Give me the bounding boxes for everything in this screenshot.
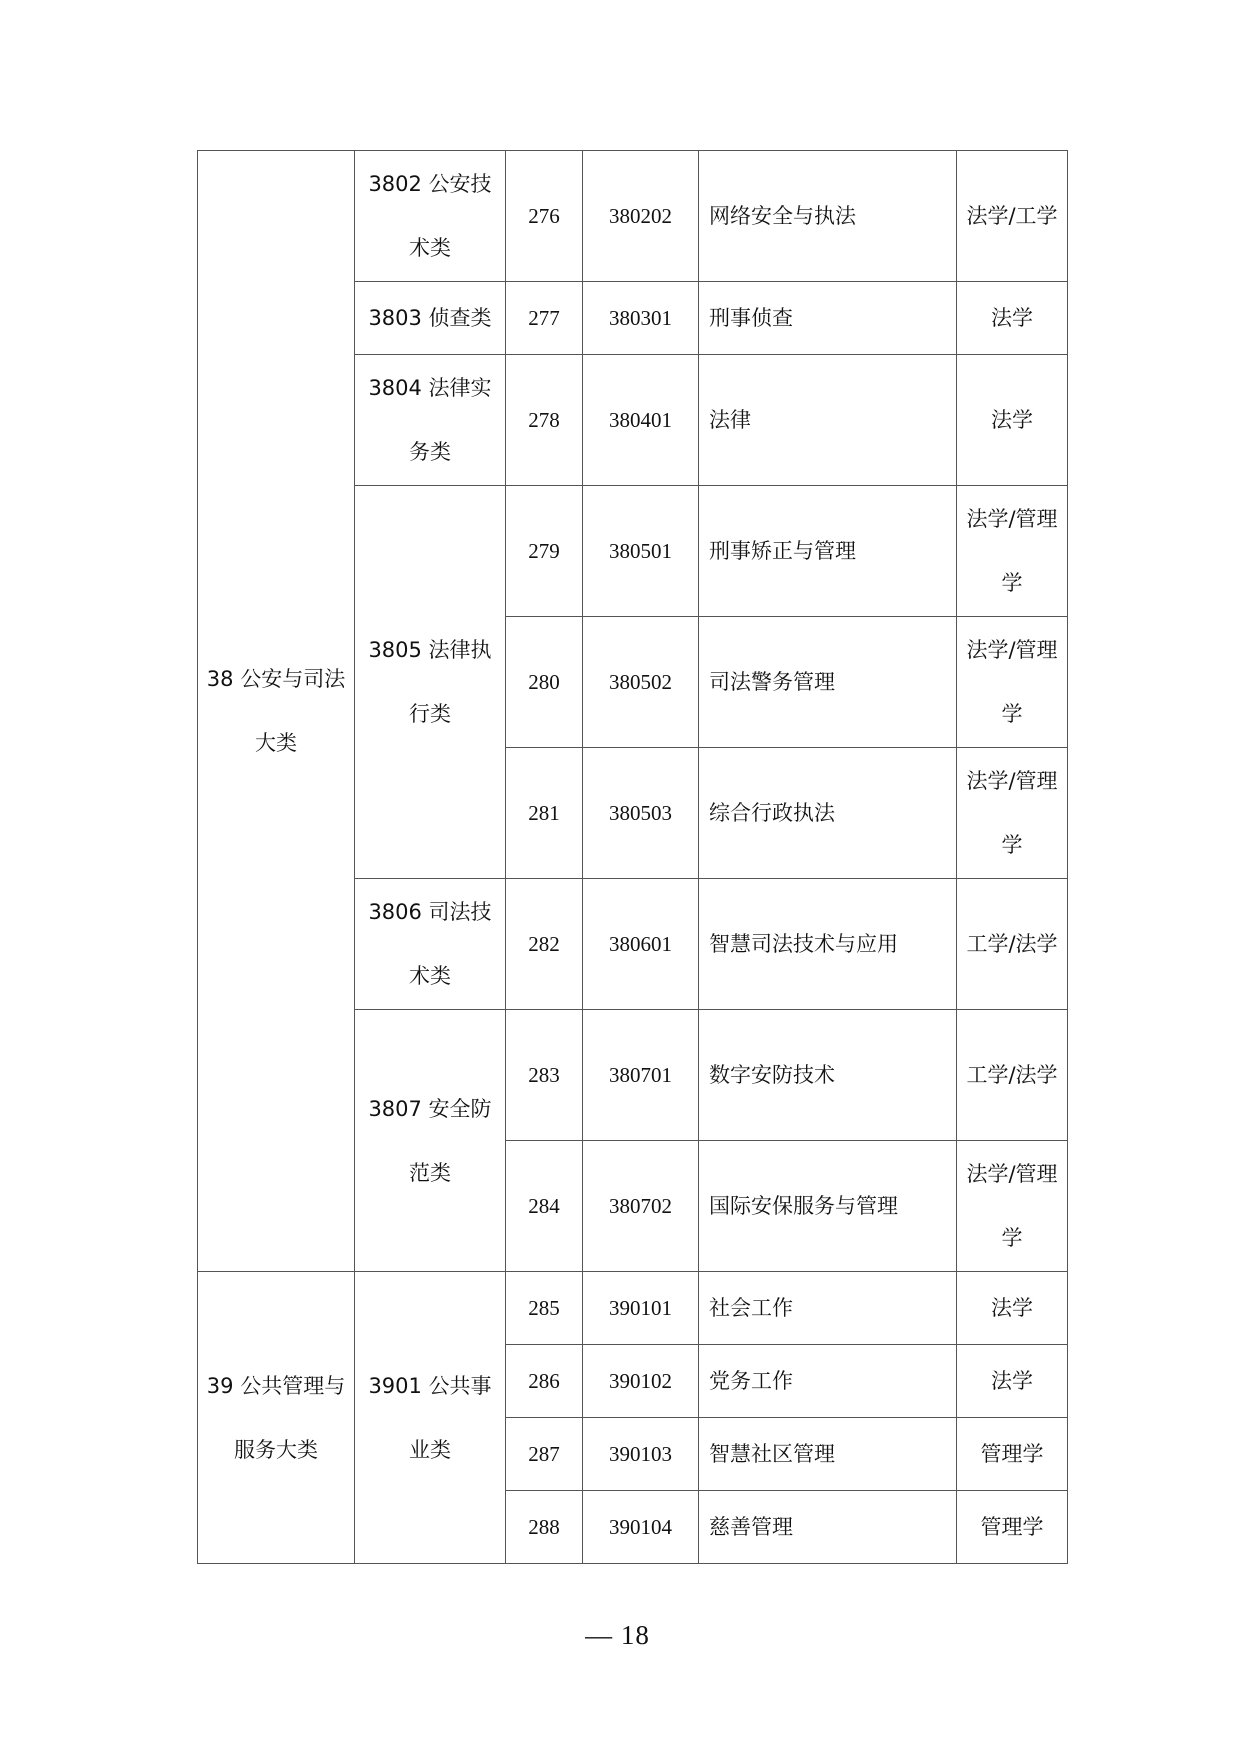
major-code-cell: 380202 [583,151,699,282]
subcategory-cell: 3805 法律执行类 [355,486,506,879]
serial-number-cell: 288 [506,1491,583,1564]
major-code-cell: 390101 [583,1272,699,1345]
major-code-cell: 380503 [583,748,699,879]
major-code-cell: 380301 [583,282,699,355]
major-code-cell: 390104 [583,1491,699,1564]
category-cell: 38 公安与司法大类 [198,151,355,1272]
serial-number-cell: 280 [506,617,583,748]
degree-cell: 法学 [957,355,1068,486]
major-name-cell: 社会工作 [699,1272,957,1345]
degree-cell: 法学/管理学 [957,486,1068,617]
serial-number-cell: 282 [506,879,583,1010]
subcategory-cell: 3806 司法技术类 [355,879,506,1010]
table-row [198,151,1068,282]
major-code-cell: 390103 [583,1418,699,1491]
serial-number-cell: 279 [506,486,583,617]
degree-cell: 工学/法学 [957,1010,1068,1141]
subcategory-cell: 3803 侦查类 [355,282,506,355]
major-name-cell: 刑事矫正与管理 [699,486,957,617]
major-name-cell: 司法警务管理 [699,617,957,748]
table-row [198,1272,1068,1345]
serial-number-cell: 277 [506,282,583,355]
degree-cell: 法学/工学 [957,151,1068,282]
major-catalog-table [197,150,1068,1564]
major-name-cell: 智慧社区管理 [699,1418,957,1491]
degree-cell: 法学 [957,282,1068,355]
major-code-cell: 380701 [583,1010,699,1141]
major-code-cell: 380401 [583,355,699,486]
major-code-cell: 390102 [583,1345,699,1418]
serial-number-cell: 284 [506,1141,583,1272]
serial-number-cell: 285 [506,1272,583,1345]
major-code-cell: 380702 [583,1141,699,1272]
degree-cell: 法学/管理学 [957,617,1068,748]
degree-cell: 法学/管理学 [957,1141,1068,1272]
subcategory-cell: 3802 公安技术类 [355,151,506,282]
degree-cell: 法学 [957,1272,1068,1345]
degree-cell: 法学 [957,1345,1068,1418]
major-name-cell: 法律 [699,355,957,486]
major-name-cell: 智慧司法技术与应用 [699,879,957,1010]
major-name-cell: 党务工作 [699,1345,957,1418]
major-name-cell: 国际安保服务与管理 [699,1141,957,1272]
subcategory-cell: 3804 法律实务类 [355,355,506,486]
subcategory-cell: 3807 安全防范类 [355,1010,506,1272]
serial-number-cell: 283 [506,1010,583,1141]
major-name-cell: 综合行政执法 [699,748,957,879]
page-number: — 18 [585,1620,650,1650]
serial-number-cell: 287 [506,1418,583,1491]
serial-number-cell: 278 [506,355,583,486]
major-code-cell: 380501 [583,486,699,617]
major-code-cell: 380601 [583,879,699,1010]
major-name-cell: 网络安全与执法 [699,151,957,282]
serial-number-cell: 281 [506,748,583,879]
major-name-cell: 慈善管理 [699,1491,957,1564]
category-cell: 39 公共管理与服务大类 [198,1272,355,1564]
serial-number-cell: 276 [506,151,583,282]
subcategory-cell: 3901 公共事业类 [355,1272,506,1564]
major-name-cell: 数字安防技术 [699,1010,957,1141]
serial-number-cell: 286 [506,1345,583,1418]
degree-cell: 管理学 [957,1418,1068,1491]
degree-cell: 法学/管理学 [957,748,1068,879]
degree-cell: 管理学 [957,1491,1068,1564]
major-code-cell: 380502 [583,617,699,748]
major-name-cell: 刑事侦查 [699,282,957,355]
degree-cell: 工学/法学 [957,879,1068,1010]
